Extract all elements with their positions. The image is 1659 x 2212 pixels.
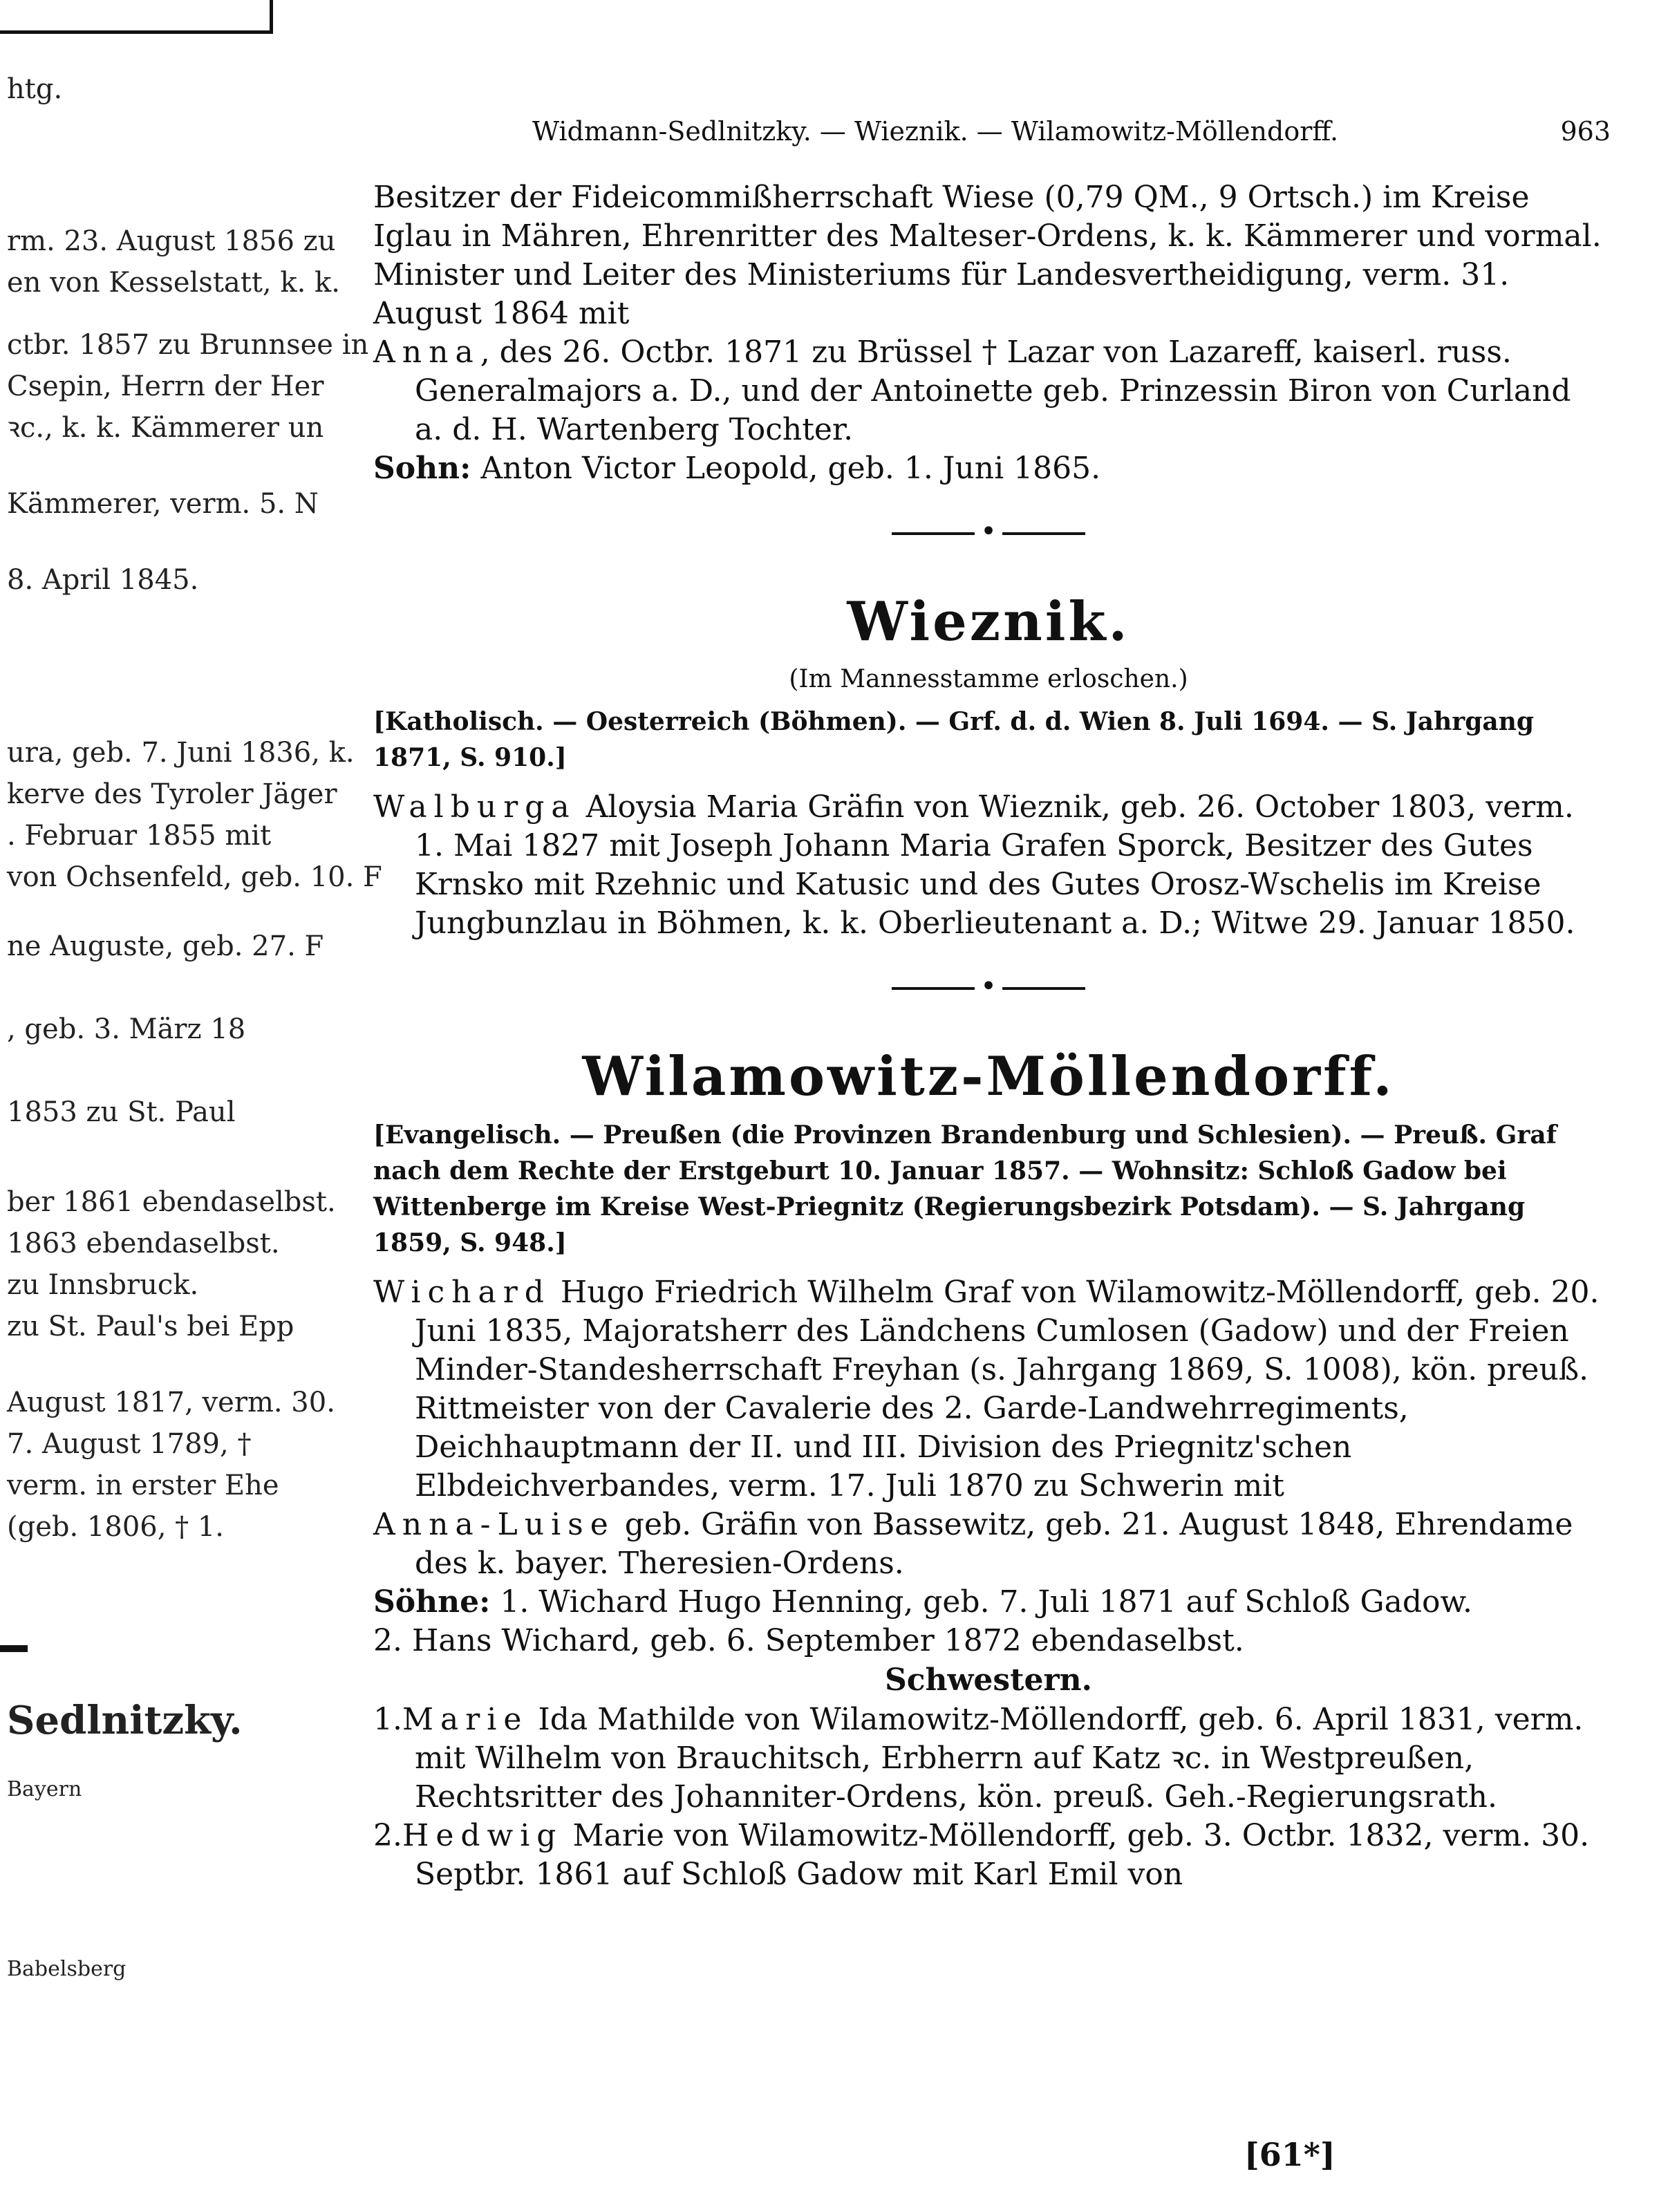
family-title-wilamowitz: Wilamowitz-Möllendorff. (582, 1045, 1395, 1108)
entry-name: Anna (373, 335, 480, 370)
left-fragment: . Februar 1855 mit (7, 820, 272, 852)
left-fragment: zu Innsbruck. (7, 1269, 199, 1301)
page-content (373, 178, 1604, 1894)
entry-text: , des 26. Octbr. 1871 zu Brüssel † Lazar von Lazareff, kaiserl. russ. Generalmajors a. D., und der Antoinette geb. Prinzessin Biron von Curland a. d. H. Wartenberg Tochter. (415, 335, 1571, 447)
entry-label: Sohn: (373, 451, 471, 486)
entry-name: Hedwig (402, 1818, 563, 1853)
sohn-entry (373, 449, 1604, 488)
left-fragment: , geb. 3. März 18 (7, 1013, 246, 1045)
left-fragment: (geb. 1806, † 1. (7, 1511, 225, 1543)
sister2-entry (373, 1817, 1604, 1894)
left-fragment: ber 1861 ebendaselbst. (7, 1186, 336, 1218)
son2-entry: 2. Hans Wichard, geb. 6. September 1872 ebendaselbst. (373, 1623, 1244, 1658)
walburga-entry (373, 788, 1604, 943)
entry-text: Marie von Wilamowitz-Möllendorff, geb. 3. Octbr. 1832, verm. 30. Septbr. 1861 auf Schloß Gadow mit Karl Emil von (415, 1818, 1590, 1892)
family-title-wieznik: Wieznik. (847, 590, 1130, 653)
family-meta: [Katholisch. — Oesterreich (Böhmen). — Grf. d. d. Wien 8. Juli 1694. — S. Jahrgang 1871, S. 910.] (373, 707, 1535, 772)
ornament-divider (373, 971, 1604, 1002)
left-fragment: 1863 ebendaselbst. (7, 1228, 280, 1259)
anna-luise-entry (373, 1506, 1604, 1583)
entry-text: Anton Victor Leopold, geb. 1. Juni 1865. (471, 451, 1101, 486)
family-meta: [Evangelisch. — Preußen (die Provinzen Brandenburg und Schlesien). — Preuß. Graf nach dem Rechte der Erstgeburt 10. Januar 1857. — Wohnsitz: Schloß Gadow bei Wittenberge im Kreise West-Priegnitz (Regierungsbezirk Potsdam). — S. Jahrgang 1859, S. 948.] (373, 1121, 1557, 1257)
left-fragment: August 1817, verm. 30. (7, 1387, 335, 1418)
left-fragment: Sedlnitzky. (7, 1698, 243, 1743)
left-fragment: kerve des Tyroler Jäger (7, 778, 337, 810)
entry-label: Söhne: (373, 1584, 491, 1620)
left-fragment: rm. 23. August 1856 zu (7, 225, 336, 257)
entry-text: Aloysia Maria Gräfin von Wieznik, geb. 26. October 1803, verm. 1. Mai 1827 mit Joseph Johann Maria Grafen Sporck, Besitzer des Gutes Krnsko mit Rzehnic und Katusic und des Gutes Orosz-Wschelis im Kreise Jungbunzlau in Böhmen, k. k. Oberlieutenant a. D.; Witwe 29. Januar 1850. (415, 789, 1575, 941)
entry-text: 1. Wichard Hugo Henning, geb. 7. Juli 1871 auf Schloß Gadow. (490, 1584, 1472, 1620)
entry-number: 2. (373, 1818, 402, 1853)
left-fragment: Csepin, Herrn der Her (7, 371, 324, 402)
left-fragment: verm. in erster Ehe (7, 1470, 279, 1501)
running-head-title: Widmann-Sedlnitzky. — Wieznik. — Wilamowitz-Möllendorff. (532, 116, 1339, 147)
left-fragment: Kämmerer, verm. 5. N (7, 488, 319, 520)
ornament-dot: • (980, 516, 997, 547)
wichard-entry (373, 1273, 1604, 1506)
entry-name: Wichard (373, 1275, 551, 1310)
facing-page-fragment (0, 0, 382, 2212)
left-fragment: von Ochsenfeld, geb. 10. F (7, 861, 382, 893)
entry-number: 1. (373, 1702, 402, 1737)
left-fragment: ꝛc., k. k. Kämmerer un (7, 412, 324, 444)
sister1-entry (373, 1700, 1604, 1817)
intro-paragraph: Besitzer der Fideicommißherrschaft Wiese (0,79 QM., 9 Ortsch.) im Kreise Iglau in Mähren, Ehrenritter des Malteser-Ordens, k. k. Kämmerer und vormal. Minister und Leiter des Ministeriums für Landesvertheidigung, verm. 31. August 1864 mit (373, 180, 1602, 331)
entry-text: Hugo Friedrich Wilhelm Graf von Wilamowitz-Möllendorff, geb. 20. Juni 1835, Majoratsherr des Ländchens Cumlosen (Gadow) und der Freien Minder-Standesherrschaft Freyhan (s. Jahrgang 1869, S. 1008), kön. preuß. Rittmeister von der Cavalerie des 2. Garde-Landwehrregiments, Deichhauptmann der II. und III. Division des Priegnitz'schen Elbdeichverbandes, verm. 17. Juli 1870 zu Schwerin mit (415, 1275, 1600, 1503)
entry-text: Ida Mathilde von Wilamowitz-Möllendorff, geb. 6. April 1831, verm. mit Wilhelm von Brauchitsch, Erbherrn auf Katz ꝛc. in Westpreußen, Rechtsritter des Johanniter-Ordens, kön. preuß. Geh.-Regierungsrath. (415, 1702, 1584, 1815)
sisters-heading: Schwestern. (884, 1662, 1092, 1698)
entry-name: Marie (402, 1702, 529, 1737)
left-fragment: Babelsberg (7, 1957, 126, 1981)
family-subtitle: (Im Mannesstamme erloschen.) (789, 665, 1188, 693)
main-page (373, 0, 1611, 2212)
entry-name: Anna-Luise (373, 1507, 615, 1542)
left-fragment: ctbr. 1857 zu Brunnsee in (7, 329, 369, 361)
sons-entry (373, 1583, 1604, 1622)
entry-text: geb. Gräfin von Bassewitz, geb. 21. August 1848, Ehrendame des k. bayer. Theresien-Ordens. (415, 1507, 1573, 1581)
anna-entry (373, 333, 1604, 449)
left-dash (0, 1645, 28, 1652)
ornament-divider (373, 516, 1604, 547)
ornament-dot: • (980, 971, 997, 1002)
left-fragment: 1853 zu St. Paul (7, 1096, 236, 1128)
left-fragment: Bayern (7, 1777, 82, 1801)
left-fragment: 8. April 1845. (7, 564, 199, 596)
page-number: 963 (1560, 116, 1611, 147)
left-fragment: ne Auguste, geb. 27. F (7, 930, 324, 962)
running-head (532, 116, 1611, 147)
left-fragment: zu St. Paul's bei Epp (7, 1311, 294, 1342)
left-fragment: htg. (7, 73, 63, 105)
left-fragment: en von Kesselstatt, k. k. (7, 267, 340, 299)
top-rule (0, 0, 273, 34)
entry-name: Walburga (373, 789, 577, 825)
left-fragment: ura, geb. 7. Juni 1836, k. (7, 737, 355, 769)
printer-signature: [61*] (1244, 2136, 1335, 2173)
left-fragment: 7. August 1789, † (7, 1428, 252, 1460)
